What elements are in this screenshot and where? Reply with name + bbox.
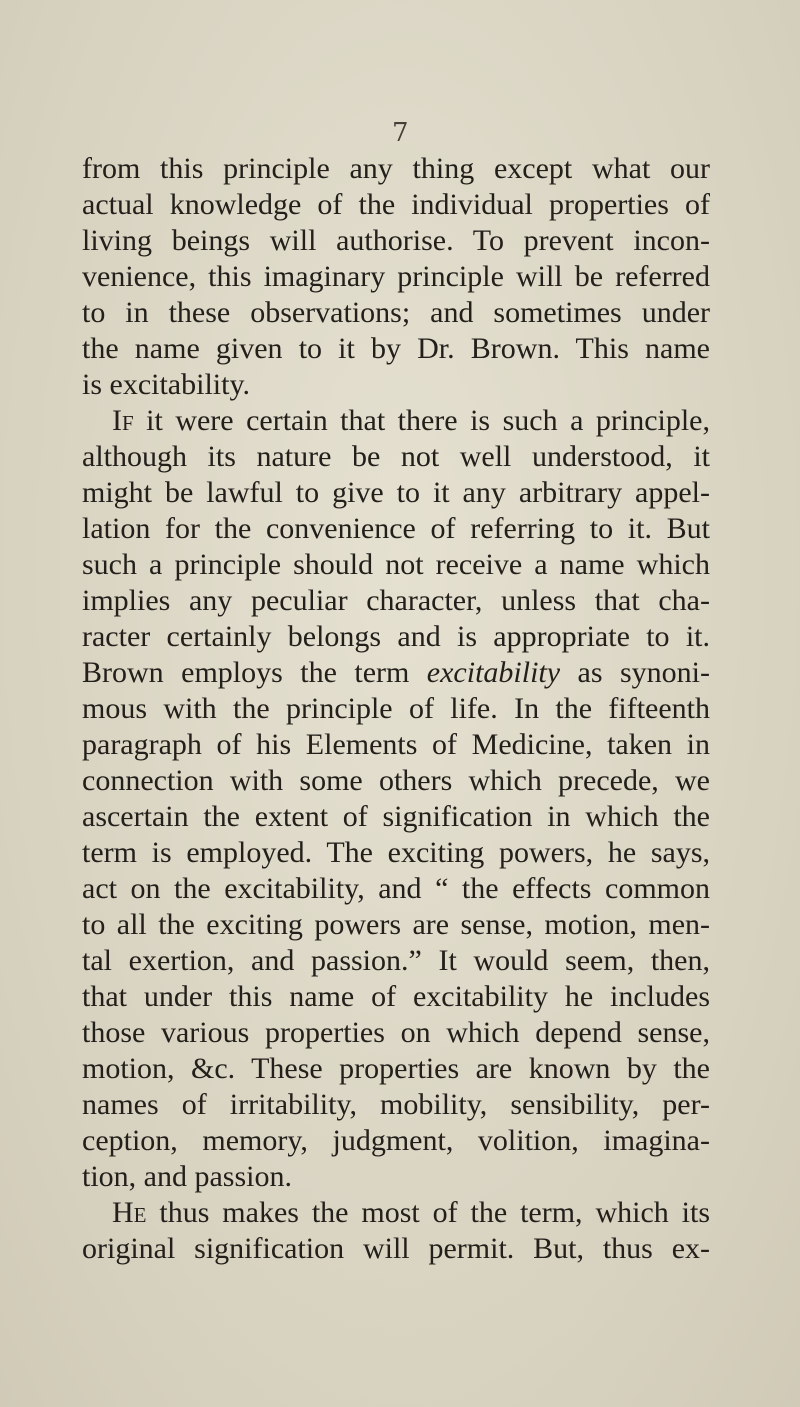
text-segment: Brown employs the term xyxy=(82,656,427,689)
text-line xyxy=(82,259,710,295)
text-segment: racter certainly belongs and is appropriate to it. xyxy=(82,620,710,653)
text-line xyxy=(82,655,710,691)
italic-term: excitability xyxy=(426,656,561,689)
text-line xyxy=(82,1231,710,1267)
text-line xyxy=(82,799,710,835)
text-segment: implies any peculiar character, unless that cha- xyxy=(82,584,710,617)
text-line xyxy=(82,835,710,871)
text-line xyxy=(82,475,710,511)
text-segment: it were certain that there is such a principle, xyxy=(133,404,710,437)
text-line xyxy=(82,907,710,943)
text-line xyxy=(82,331,710,367)
text-line xyxy=(82,763,710,799)
text-line xyxy=(82,727,710,763)
text-line xyxy=(82,403,710,439)
text-segment: motion, &c. These properties are known by the xyxy=(82,1052,710,1085)
text-segment: act on the excitability, and “ the effects common xyxy=(82,872,710,905)
text-segment: those various properties on which depend sense, xyxy=(82,1016,710,1049)
text-segment: from this principle any thing except what our xyxy=(82,152,710,185)
text-segment: living beings will authorise. To prevent incon- xyxy=(82,224,710,257)
text-segment: paragraph of his Elements of Medicine, taken in xyxy=(82,728,710,761)
text-segment: thus makes the most of the term, which its xyxy=(146,1196,710,1229)
text-line xyxy=(82,1015,710,1051)
body-text xyxy=(82,151,710,1267)
text-segment: venience, this imaginary principle will be referred xyxy=(82,260,710,293)
text-segment: the name given to it by Dr. Brown. This name xyxy=(82,332,710,365)
text-line xyxy=(82,1087,710,1123)
text-line xyxy=(82,439,710,475)
text-segment: term is employed. The exciting powers, he says, xyxy=(82,836,710,869)
text-segment: as synoni- xyxy=(560,656,710,689)
text-line xyxy=(82,1051,710,1087)
text-line xyxy=(82,691,710,727)
text-segment: to all the exciting powers are sense, motion, men- xyxy=(82,908,710,941)
text-line xyxy=(82,547,710,583)
small-caps-opening: He xyxy=(112,1196,147,1229)
text-line xyxy=(82,1195,710,1231)
text-segment: original signification will permit. But, thus ex- xyxy=(82,1232,710,1265)
text-segment: tion, and passion. xyxy=(82,1160,292,1193)
text-line xyxy=(82,979,710,1015)
page-number: 7 xyxy=(392,118,409,148)
text-segment: such a principle should not receive a name which xyxy=(82,548,710,581)
text-line xyxy=(82,619,710,655)
text-line xyxy=(82,223,710,259)
text-line xyxy=(82,367,710,403)
text-segment: ception, memory, judgment, volition, imagina- xyxy=(82,1124,710,1157)
text-segment: to in these observations; and sometimes under xyxy=(82,296,710,329)
text-line xyxy=(82,187,710,223)
text-segment: connection with some others which precede, we xyxy=(82,764,710,797)
text-line xyxy=(82,943,710,979)
text-segment: actual knowledge of the individual properties of xyxy=(82,188,710,221)
text-line xyxy=(82,1123,710,1159)
text-segment: tal exertion, and passion.” It would seem, then, xyxy=(82,944,710,977)
small-caps-opening: If xyxy=(112,404,134,437)
text-segment: that under this name of excitability he includes xyxy=(82,980,710,1013)
text-segment: might be lawful to give to it any arbitrary appel- xyxy=(82,476,710,509)
text-segment: ascertain the extent of signification in which the xyxy=(82,800,710,833)
text-line xyxy=(82,511,710,547)
text-line xyxy=(82,1159,710,1195)
text-segment: lation for the convenience of referring to it. But xyxy=(82,512,710,545)
text-segment: names of irritability, mobility, sensibility, per- xyxy=(82,1088,710,1121)
text-segment: is excitability. xyxy=(82,368,251,401)
text-line xyxy=(82,151,710,187)
text-line xyxy=(82,295,710,331)
text-segment: mous with the principle of life. In the fifteenth xyxy=(82,692,710,725)
text-line xyxy=(82,583,710,619)
text-segment: although its nature be not well understood, it xyxy=(82,440,710,473)
text-line xyxy=(82,871,710,907)
